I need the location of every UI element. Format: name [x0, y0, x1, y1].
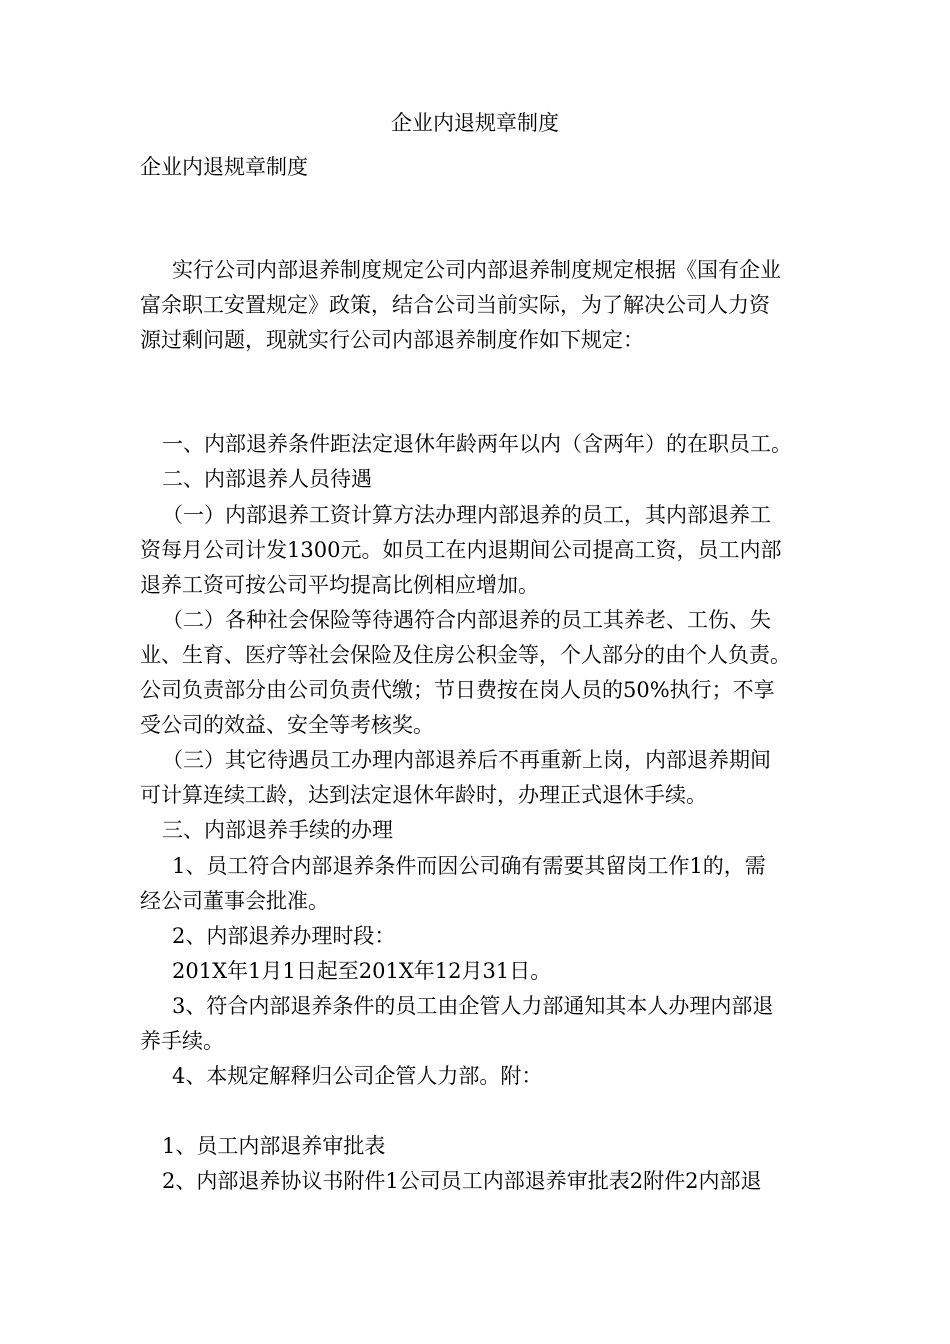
item-2-1-line-3: 退养工资可按公司平均提高比例相应增加。: [140, 573, 539, 597]
intro-line-1: 实行公司内部退养制度规定公司内部退养制度规定根据《国有企业: [172, 258, 781, 282]
section-2-heading: 二、内部退养人员待遇: [162, 467, 372, 491]
section-3-heading: 三、内部退养手续的办理: [162, 818, 393, 842]
intro-line-2: 富余职工安置规定》政策，结合公司当前实际，为了解决公司人力资: [140, 293, 770, 317]
item-2-2-line-2: 业、生育、医疗等社会保险及住房公积金等，个人部分的由个人负责。: [140, 643, 791, 667]
item-2-2-line-1: （二）各种社会保险等待遇符合内部退养的员工其养老、工伤、失: [162, 608, 771, 632]
item-3-3-line-2: 养手续。: [140, 1029, 224, 1053]
item-3-4-line-1: 4、本规定解释归公司企管人力部。附：: [172, 1064, 543, 1088]
item-3-2-period: 201X年1月1日起至201X年12月31日。: [172, 959, 552, 983]
document-subtitle: 企业内退规章制度: [140, 155, 308, 179]
item-2-2-line-3: 公司负责部分由公司负责代缴；节日费按在岗人员的50%执行；不享: [140, 678, 775, 702]
document-title: 企业内退规章制度: [391, 111, 559, 135]
item-2-1-line-1: （一）内部退养工资计算方法办理内部退养的员工，其内部退养工: [162, 503, 771, 527]
item-2-3-line-1: （三）其它待遇员工办理内部退养后不再重新上岗，内部退养期间: [162, 748, 771, 772]
item-2-3-line-2: 可计算连续工龄，达到法定退休年龄时，办理正式退休手续。: [140, 783, 707, 807]
attachment-2: 2、内部退养协议书附件1公司员工内部退养审批表2附件2内部退: [162, 1169, 762, 1193]
item-2-2-line-4: 受公司的效益、安全等考核奖。: [140, 713, 434, 737]
item-3-2-line-1: 2、内部退养办理时段：: [172, 924, 396, 948]
item-3-1-line-2: 经公司董事会批准。: [140, 889, 329, 913]
attachment-1: 1、员工内部退养审批表: [162, 1134, 386, 1158]
item-3-3-line-1: 3、符合内部退养条件的员工由企管人力部通知其本人办理内部退: [172, 994, 774, 1018]
section-1-heading: 一、内部退养条件距法定退休年龄两年以内（含两年）的在职员工。: [162, 432, 792, 456]
intro-line-3: 源过剩问题，现就实行公司内部退养制度作如下规定：: [140, 328, 644, 352]
item-3-1-line-1: 1、员工符合内部退养条件而因公司确有需要其留岗工作1的，需: [172, 854, 766, 878]
item-2-1-line-2: 资每月公司计发1300元。如员工在内退期间公司提高工资，员工内部: [140, 538, 782, 562]
